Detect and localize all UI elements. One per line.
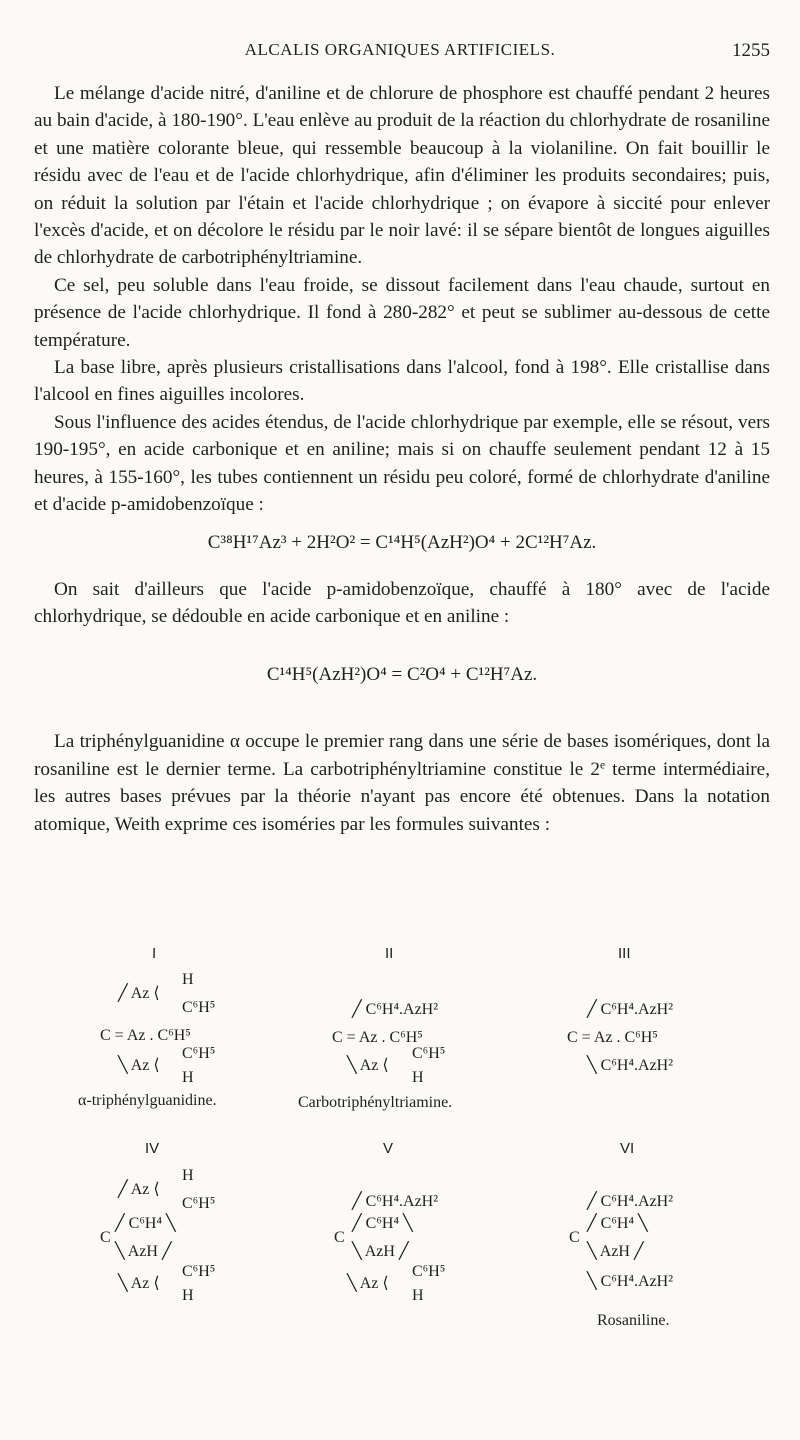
formula-4-ring-top-label: C⁶H⁴ bbox=[128, 1215, 163, 1232]
formula-3-top: ╱ C⁶H⁴.AzH² bbox=[587, 1001, 674, 1018]
formula-2-az-label: Az bbox=[359, 1057, 379, 1074]
formula-6-bottom-label: C⁶H⁴.AzH² bbox=[600, 1273, 674, 1290]
formula-6-ring-top-label: C⁶H⁴ bbox=[600, 1215, 635, 1232]
paragraph-6: La triphénylguanidine α occupe le premier rang dans une série de bases isomériques, dont la rosaniline est le dernier terme. La carbotriphényltriamine constitue le 2e terme intermédiaire, les autres bases prévues par la théorie n'ayant pas encore été obtenues. Dans la notation atomique, Weith exprime ces isoméries par les formules suivantes : bbox=[34, 731, 770, 835]
formula-2-caption: Carbotriphényltriamine. bbox=[298, 1094, 453, 1111]
formula-1-h-bottom: H bbox=[182, 1069, 194, 1086]
formula-3-center: C = Az . C⁶H⁵ bbox=[567, 1029, 658, 1046]
formula-1-phenyl-top: C⁶H⁵ bbox=[182, 999, 216, 1016]
formula-4-az-top: ╱ Az ⟨ bbox=[118, 1181, 160, 1198]
formula-1-az-top-label: Az bbox=[130, 985, 150, 1002]
formula-4-ring-bottom: ╲ AzH ╱ bbox=[115, 1243, 172, 1260]
formula-numeral-4: IV bbox=[145, 1140, 160, 1157]
formula-2-phenyl: C⁶H⁵ bbox=[412, 1045, 446, 1062]
running-title: ALCALIS ORGANIQUES ARTIFICIELS. bbox=[244, 40, 556, 59]
formula-5-h: H bbox=[412, 1287, 424, 1304]
formula-5-ring-top: ╱ C⁶H⁴ ╲ bbox=[352, 1215, 413, 1232]
formula-4-phenyl-bottom: C⁶H⁵ bbox=[182, 1263, 216, 1280]
formula-numeral-6: VI bbox=[620, 1140, 635, 1157]
formula-1-az-bottom: ╲ Az ⟨ bbox=[118, 1057, 160, 1074]
page-number: 1255 bbox=[732, 40, 770, 61]
formula-6-bottom: ╲ C⁶H⁴.AzH² bbox=[587, 1273, 674, 1290]
paragraph-5: On sait d'ailleurs que l'acide p-amidobenzoïque, chauffé à 180° avec de l'acide chlorhydrique, se dédouble en acide carbonique et en aniline : bbox=[34, 578, 770, 627]
formula-6-ring-top: ╱ C⁶H⁴ ╲ bbox=[587, 1215, 648, 1232]
body-text bbox=[34, 80, 770, 838]
formula-5-carbon: C bbox=[334, 1229, 345, 1246]
formula-6-ring-bottom-label: AzH bbox=[599, 1243, 630, 1260]
formula-1-az-bottom-label: Az bbox=[130, 1057, 150, 1074]
structural-formulas bbox=[0, 935, 800, 1415]
formula-5-ring-top-label: C⁶H⁴ bbox=[365, 1215, 400, 1232]
formula-4-az-top-label: Az bbox=[130, 1181, 150, 1198]
formula-1-h-top: H bbox=[182, 971, 194, 988]
formula-1-az-top: ╱ Az ⟨ bbox=[118, 985, 160, 1002]
formula-numeral-5: V bbox=[383, 1140, 394, 1157]
equation-1: C³⁸H¹⁷Az³ + 2H²O² = C¹⁴H⁵(AzH²)O⁴ + 2C¹²H⁷Az. bbox=[207, 531, 597, 553]
paragraph-1: Le mélange d'acide nitré, d'aniline et de chlorure de phosphore est chauffé pendant 2 heures au bain d'acide, à 180-190°. L'eau enlève au produit de la réaction du chlorhydrate de rosaniline et une matière colorante bleue, qui ressemble beaucoup à la violaniline. On fait bouillir le résidu avec de l'eau et de l'acide chlorhydrique, afin d'éliminer les produits secondaires; puis, on réduit la solution par l'étain et l'acide chlorhydrique ; on évapore à siccité pour enlever l'excès d'acide, et on décolore le résidu par le noir lavé: il se sépare bientôt de longues aiguilles de chlorhydrate de carbotriphényltriamine. bbox=[34, 83, 770, 269]
formula-4-phenyl-top: C⁶H⁵ bbox=[182, 1195, 216, 1212]
formula-5-top: ╱ C⁶H⁴.AzH² bbox=[352, 1193, 439, 1210]
formula-2-top-label: C⁶H⁴.AzH² bbox=[365, 1001, 439, 1018]
formula-numeral-3: III bbox=[618, 945, 631, 962]
formula-4-ring-top: ╱ C⁶H⁴ ╲ bbox=[115, 1215, 176, 1232]
formula-3-bottom: ╲ C⁶H⁴.AzH² bbox=[587, 1057, 674, 1074]
formula-2-center: C = Az . C⁶H⁵ bbox=[332, 1029, 423, 1046]
formula-5-az: ╲ Az ⟨ bbox=[347, 1275, 389, 1292]
formula-6-caption: Rosaniline. bbox=[597, 1312, 670, 1329]
formula-4-h-top: H bbox=[182, 1167, 194, 1184]
formula-1-center: C = Az . C⁶H⁵ bbox=[100, 1027, 191, 1044]
formula-4-carbon: C bbox=[100, 1229, 111, 1246]
equation-2: C¹⁴H⁵(AzH²)O⁴ = C²O⁴ + C¹²H⁷Az. bbox=[266, 664, 538, 686]
formula-5-phenyl: C⁶H⁵ bbox=[412, 1263, 446, 1280]
formula-4-h-bottom: H bbox=[182, 1287, 194, 1304]
formula-5-az-label: Az bbox=[359, 1275, 379, 1292]
formula-2-h: H bbox=[412, 1069, 424, 1086]
formula-numeral-2: II bbox=[385, 945, 394, 962]
formula-3-top-label: C⁶H⁴.AzH² bbox=[600, 1001, 674, 1018]
formula-4-az-bottom-label: Az bbox=[130, 1275, 150, 1292]
paragraph-4: Sous l'influence des acides étendus, de l'acide chlorhydrique par exemple, elle se résout, vers 190-195°, en acide carbonique et en aniline; mais si on chauffe seulement pendant 12 à 15 heures, à 155-160°, les tubes contiennent un résidu peu coloré, formé de chlorhydrate d'aniline et d'acide p-amidobenzoïque : bbox=[34, 411, 770, 516]
formula-5-ring-bottom-label: AzH bbox=[364, 1243, 395, 1260]
formula-1-caption: α-triphénylguanidine. bbox=[78, 1092, 217, 1109]
formula-numeral-1: I bbox=[152, 945, 157, 962]
formula-2-az: ╲ Az ⟨ bbox=[347, 1057, 389, 1074]
paragraph-2: Ce sel, peu soluble dans l'eau froide, se dissout facilement dans l'eau chaude, surtout en présence de l'acide chlorhydrique. Il fond à 280-282° et peut se sublimer au-dessous de cette température. bbox=[34, 274, 770, 351]
paragraph-3: La base libre, après plusieurs cristallisations dans l'alcool, fond à 198°. Elle cristallise dans l'alcool en fines aiguilles incolores. bbox=[34, 357, 770, 406]
formula-6-ring-bottom: ╲ AzH ╱ bbox=[587, 1243, 644, 1260]
page-header bbox=[0, 40, 800, 66]
formula-4-ring-bottom-label: AzH bbox=[127, 1243, 158, 1260]
formula-5-ring-bottom: ╲ AzH ╱ bbox=[352, 1243, 409, 1260]
formula-4-az-bottom: ╲ Az ⟨ bbox=[118, 1275, 160, 1292]
formula-1-phenyl-bottom: C⁶H⁵ bbox=[182, 1045, 216, 1062]
formula-2-top: ╱ C⁶H⁴.AzH² bbox=[352, 1001, 439, 1018]
formula-6-top-label: C⁶H⁴.AzH² bbox=[600, 1193, 674, 1210]
formula-5-top-label: C⁶H⁴.AzH² bbox=[365, 1193, 439, 1210]
formula-6-carbon: C bbox=[569, 1229, 580, 1246]
formula-3-bottom-label: C⁶H⁴.AzH² bbox=[600, 1057, 674, 1074]
formula-6-top: ╱ C⁶H⁴.AzH² bbox=[587, 1193, 674, 1210]
